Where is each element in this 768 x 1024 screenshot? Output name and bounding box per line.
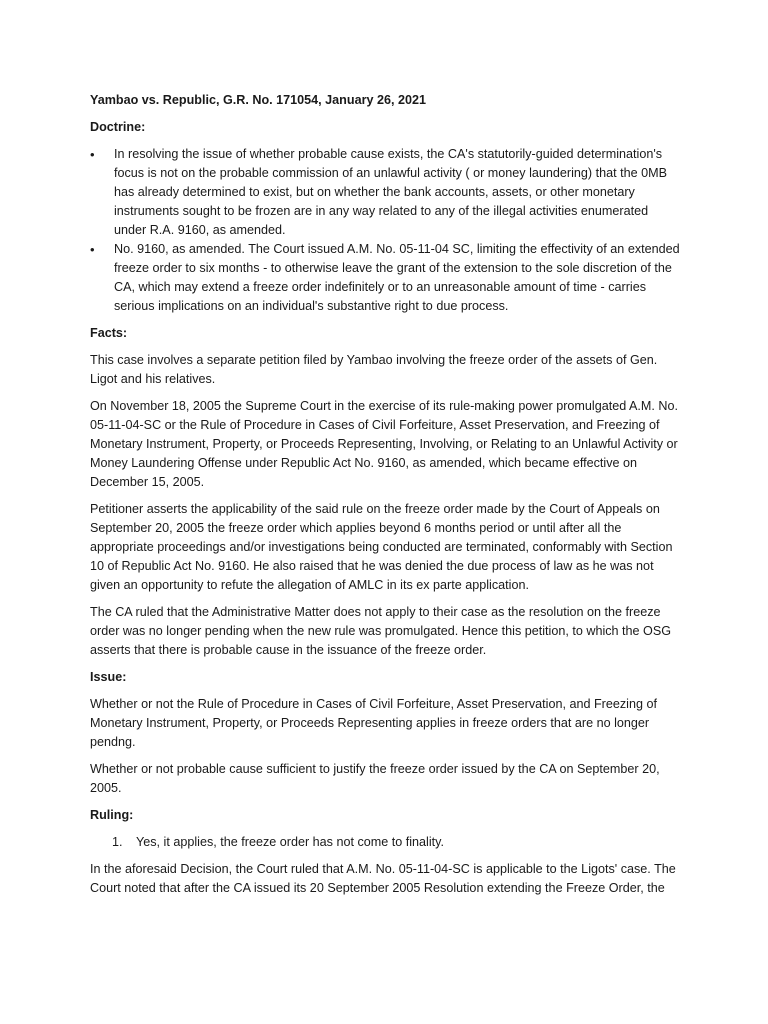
facts-heading: Facts: xyxy=(90,326,128,340)
facts-paragraph: This case involves a separate petition filed by Yambao involving the freeze order of the assets of Gen. Ligot and his relatives. xyxy=(90,353,658,386)
bullet-icon: • xyxy=(90,242,95,257)
issue-paragraph: Whether or not the Rule of Procedure in Cases of Civil Forfeiture, Asset Preservation, and Freezing of Monetary Instrument, Property, or Proceeds Representing applies in freeze orders that are no longer pendng. xyxy=(90,697,657,749)
facts-paragraph: The CA ruled that the Administrative Matter does not apply to their case as the resolution on the freeze order was no longer pending when the new rule was promulgated. Hence this petition, to which the OSG asserts that there is probable cause in the issuance of the freeze order. xyxy=(90,605,672,657)
doctrine-bullet-text: In resolving the issue of whether probable cause exists, the CA's statutorily-guided determination's focus is not on the probable commission of an unlawful activity ( or money laundering) that the 0MB has already determined to exist, but on whether the bank accounts, assets, or other monetary instruments sought to be frozen are in any way related to any of the illegal activities enumerated under R.A. 9160, as amended. xyxy=(114,147,668,237)
ruling-item-text: Yes, it applies, the freeze order has not come to finality. xyxy=(136,835,445,849)
doctrine-bullet-text: No. 9160, as amended. The Court issued A.M. No. 05-11-04 SC, limiting the effectivity of an extended freeze order to six months - to otherwise leave the grant of the extension to the sole discretion of the CA, which may extend a freeze order indefinitely or to an unreasonable amount of time - carries serious implications on an individual's substantive right to due process. xyxy=(114,242,680,313)
doctrine-bullet xyxy=(90,240,680,316)
issue-paragraph: Whether or not probable cause sufficient to justify the freeze order issued by the CA on September 20, 2005. xyxy=(90,762,660,795)
doctrine-list xyxy=(90,145,680,316)
document-body xyxy=(90,91,680,906)
ruling-item-number: 1. xyxy=(112,835,123,849)
bullet-icon: • xyxy=(90,147,95,162)
ruling-heading: Ruling: xyxy=(90,808,134,822)
doctrine-bullet xyxy=(90,145,680,240)
facts-paragraph: Petitioner asserts the applicability of the said rule on the freeze order made by the Court of Appeals on September 20, 2005 the freeze order which applies beyond 6 months period or until after all the appropriate proceedings and/or investigations being conducted are terminated, conformably with Section 10 of Republic Act No. 9160. He also raised that he was denied the due process of law as he was not given an opportunity to refute the allegation of AMLC in its ex parte application. xyxy=(90,502,673,592)
ruling-paragraph: In the aforesaid Decision, the Court ruled that A.M. No. 05-11-04-SC is applicable to the Ligots' case. The Court noted that after the CA issued its 20 September 2005 Resolution extending the Freeze Order, the xyxy=(90,862,676,895)
ruling-item xyxy=(90,833,680,852)
issue-heading: Issue: xyxy=(90,670,127,684)
ruling-list xyxy=(90,833,680,852)
doctrine-heading: Doctrine: xyxy=(90,120,146,134)
facts-paragraph: On November 18, 2005 the Supreme Court in the exercise of its rule-making power promulgated A.M. No. 05-11-04-SC or the Rule of Procedure in Cases of Civil Forfeiture, Asset Preservation, and Freezing of Monetary Instrument, Property, or Proceeds Representing, Involving, or Relating to an Unlawful Activity or Money Laundering Offense under Republic Act No. 9160, as amended, which became effective on December 15, 2005. xyxy=(90,399,678,489)
case-title: Yambao vs. Republic, G.R. No. 171054, January 26, 2021 xyxy=(90,93,426,107)
